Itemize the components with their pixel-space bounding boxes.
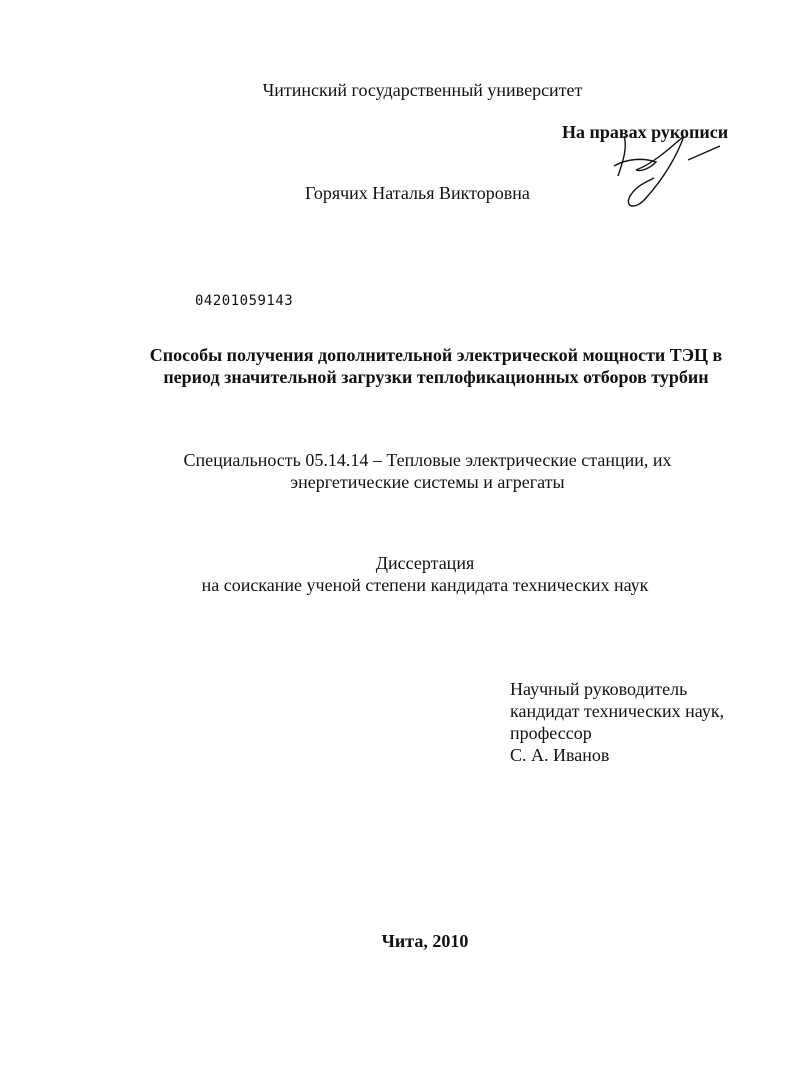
specialty-line-1: Специальность 05.14.14 – Тепловые электрические станции, их (183, 450, 672, 470)
document-code: 04201059143 (195, 293, 294, 309)
dissertation-label (0, 552, 795, 596)
scientific-advisor (510, 678, 724, 766)
dissertation-title (0, 344, 795, 388)
advisor-degree: кандидат технических наук, (510, 701, 725, 721)
dissertation-type: Диссертация (375, 553, 475, 573)
manuscript-rights-note: На правах рукописи (562, 122, 729, 142)
advisor-name: С. А. Иванов (510, 745, 610, 765)
dissertation-title-line-1: Способы получения дополнительной электрической мощности ТЭЦ в (149, 345, 723, 365)
specialty (0, 449, 795, 493)
dissertation-title-line-2: период значительной загрузки теплофикационных отборов турбин (163, 367, 709, 387)
university-name: Читинский государственный университет (262, 80, 583, 100)
advisor-role: Научный руководитель (510, 679, 688, 699)
specialty-line-2: энергетические системы и агрегаты (290, 472, 565, 492)
advisor-rank: профессор (510, 723, 592, 743)
city-year: Чита, 2010 (381, 931, 469, 951)
author-name: Горячих Наталья Викторовна (305, 183, 530, 203)
degree-purpose: на соискание ученой степени кандидата технических наук (201, 575, 649, 595)
